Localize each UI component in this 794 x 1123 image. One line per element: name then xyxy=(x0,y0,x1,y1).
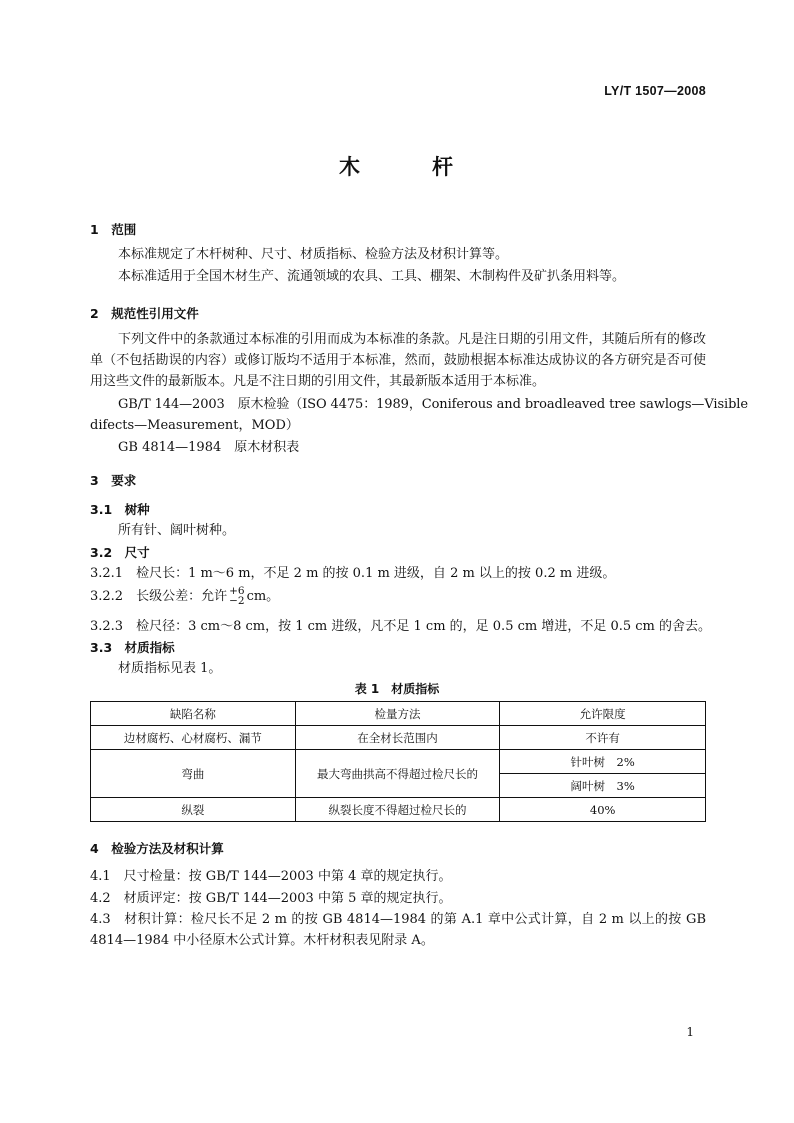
section-4-1: 4.1 尺寸检量：按 GB/T 144—2003 中第 4 章的规定执行。 xyxy=(90,869,452,884)
section-3-2-2 xyxy=(90,586,279,607)
tolerance-lower: −2 xyxy=(229,594,245,607)
document-title xyxy=(0,151,794,181)
section-2-heading: 2 规范性引用文件 xyxy=(90,306,199,321)
cell-defect: 边材腐朽、心材腐朽、漏节 xyxy=(91,726,296,750)
cell-limit: 40% xyxy=(500,798,706,822)
section-3-2-2-unit: cm。 xyxy=(246,589,280,604)
cell-limit-conifer: 针叶树 2% xyxy=(500,750,706,774)
section-4-3: 4.3 材积计算：检尺长不足 2 m 的按 GB 4814—1984 的第 A.1 章中公式计算，自 2 m 以上的按 GB 4814—1984 中小径原木公式计算。木杆材积表见附录 A。 xyxy=(90,912,706,948)
cell-method: 纵裂长度不得超过检尺长的 xyxy=(295,798,500,822)
cell-defect: 弯曲 xyxy=(91,750,296,798)
cell-method: 最大弯曲拱高不得超过检尺长的 xyxy=(295,750,500,798)
table-row xyxy=(91,798,706,822)
reference-1-line-2: difects—Measurement，MOD） xyxy=(90,418,299,433)
table-row xyxy=(91,726,706,750)
materials-quality-table xyxy=(90,701,706,822)
table-row xyxy=(91,750,706,774)
title-char-1: 木 xyxy=(339,154,362,179)
section-2-paragraph: 下列文件中的条款通过本标准的引用而成为本标准的条款。凡是注日期的引用文件，其随后所有的修改单（不包括勘误的内容）或修订版均不适用于本标准，然而，鼓励根据本标准达成协议的各方研究是否可使用这些文件的最新版本。凡是不注日期的引用文件，其最新版本适用于本标准。 xyxy=(90,332,706,389)
section-3-2-2-label: 3.2.2 长级公差：允许 xyxy=(90,589,228,604)
section-1-paragraph-1: 本标准规定了木杆树种、尺寸、材质指标、检验方法及材积计算等。 xyxy=(118,247,509,262)
section-3-3-heading: 3.3 材质指标 xyxy=(90,640,175,655)
reference-1-line-1: GB/T 144—2003 原木检验（ISO 4475：1989，Coniferous and broadleaved tree sawlogs—Visible xyxy=(118,397,748,412)
table-header-row xyxy=(91,702,706,726)
header-allowable-limit: 允许限度 xyxy=(500,702,706,726)
section-3-1-heading: 3.1 树种 xyxy=(90,502,150,517)
section-3-2-1: 3.2.1 检尺长：1 m～6 m，不足 2 m 的按 0.1 m 进级，自 2 m 以上的按 0.2 m 进级。 xyxy=(90,566,616,581)
header-defect-name: 缺陷名称 xyxy=(91,702,296,726)
section-3-2-3: 3.2.3 检尺径：3 cm～8 cm，按 1 cm 进级，凡不足 1 cm 的，足 0.5 cm 增进，不足 0.5 cm 的舍去。 xyxy=(90,619,712,634)
table-1-caption: 表 1 材质指标 xyxy=(354,682,440,696)
section-1-paragraph-2: 本标准适用于全国木材生产、流通领域的农具、工具、棚架、木制构件及矿扒条用料等。 xyxy=(118,269,626,284)
cell-defect: 纵裂 xyxy=(91,798,296,822)
tolerance-fraction xyxy=(229,586,244,606)
page-number: 1 xyxy=(686,1025,694,1039)
cell-method: 在全材长范围内 xyxy=(295,726,500,750)
section-3-3-text: 材质指标见表 1。 xyxy=(118,661,222,676)
section-3-2-heading: 3.2 尺寸 xyxy=(90,545,150,560)
section-1-heading: 1 范围 xyxy=(90,222,137,237)
section-3-1-text: 所有针、阔叶树种。 xyxy=(118,523,236,538)
section-3-heading: 3 要求 xyxy=(90,473,137,488)
header-inspection-method: 检量方法 xyxy=(295,702,500,726)
title-char-2: 杆 xyxy=(432,154,455,179)
cell-limit-broadleaf: 阔叶树 3% xyxy=(500,774,706,798)
reference-2: GB 4814—1984 原木材积表 xyxy=(118,440,300,455)
standard-number: LY/T 1507—2008 xyxy=(604,84,706,98)
cell-limit: 不许有 xyxy=(500,726,706,750)
section-4-2: 4.2 材质评定：按 GB/T 144—2003 中第 5 章的规定执行。 xyxy=(90,891,452,906)
tolerance-upper: +6 xyxy=(229,584,245,597)
section-4-heading: 4 检验方法及材积计算 xyxy=(90,841,224,856)
